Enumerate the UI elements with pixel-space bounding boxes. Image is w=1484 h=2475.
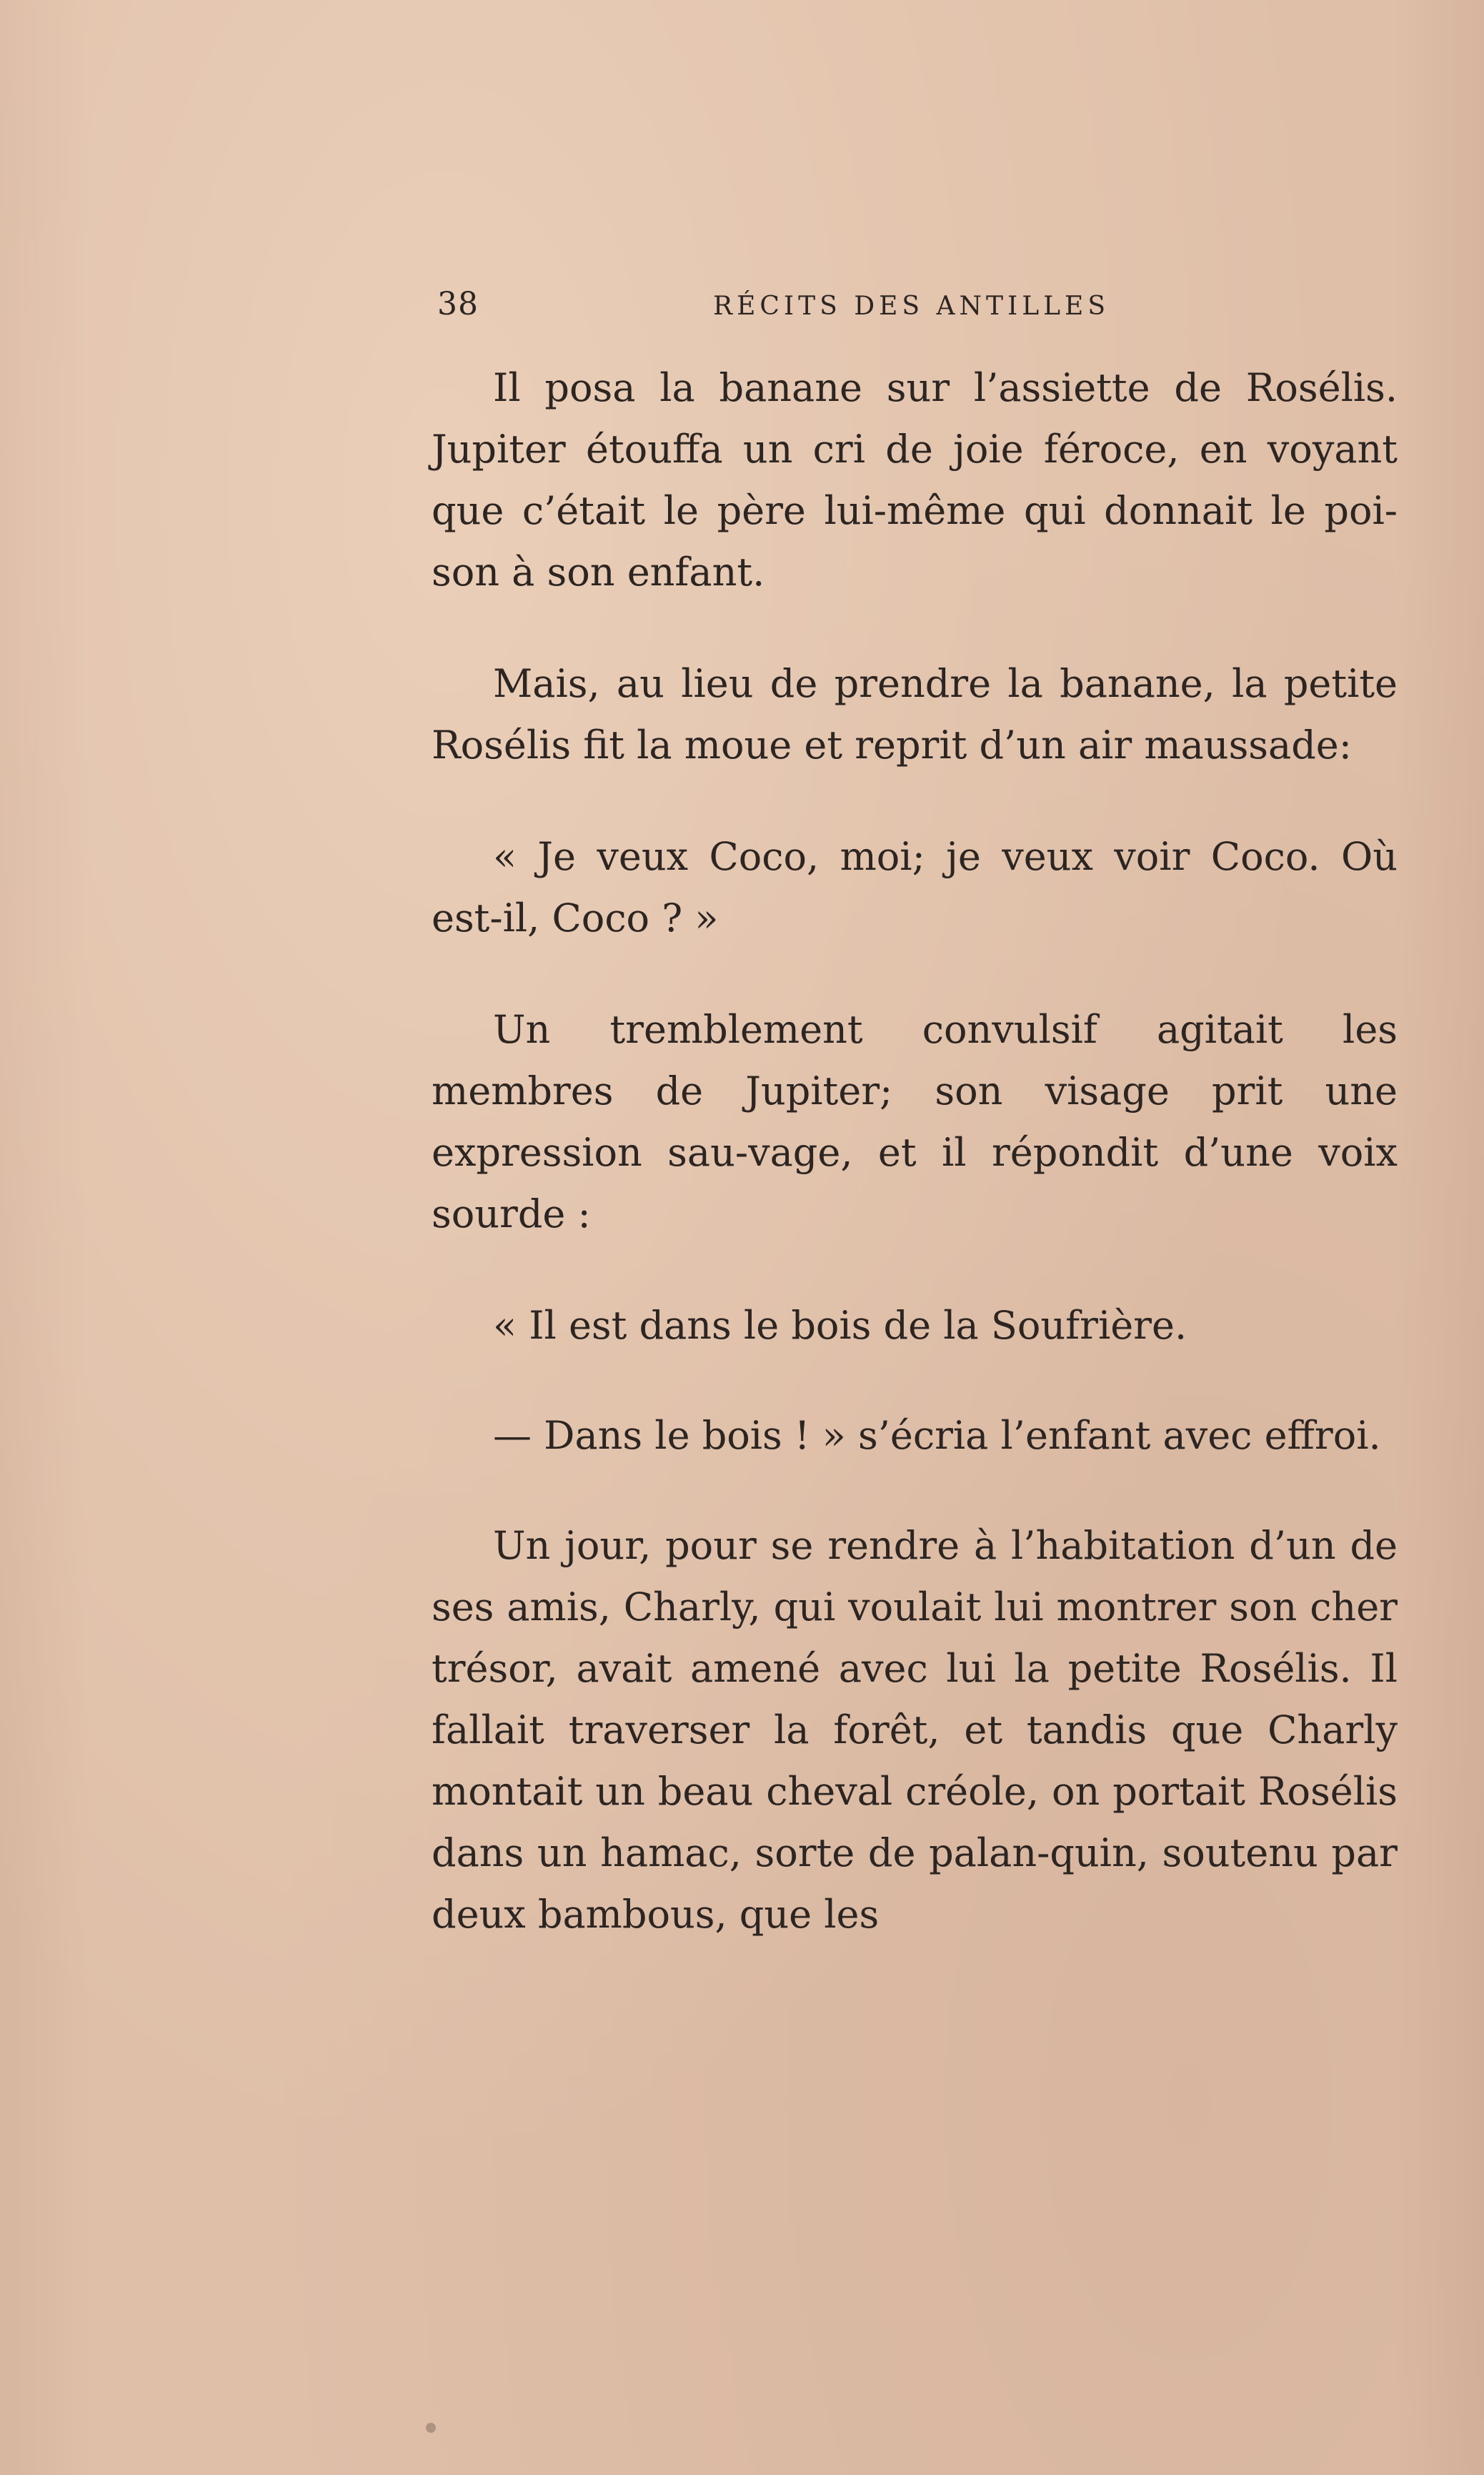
paragraph: « Il est dans le bois de la Soufrière. [493,1303,1187,1348]
paragraph: — Dans le bois ! » s’écria l’enfant avec effroi. [493,1413,1381,1458]
running-title: RÉCITS DES ANTILLES [713,292,1110,321]
page-header [437,286,1123,336]
paragraph: « Je veux Coco, moi; je veux voir Coco. Où est-il, Coco ? » [432,834,1398,941]
paragraph: Mais, au lieu de prendre la banane, la petite Rosélis fit la moue et reprit d’un air maussade: [432,661,1398,768]
body-text [432,357,1398,1995]
ink-smudge [426,2423,436,2433]
paragraph: Il posa la banane sur l’assiette de Rosélis. Jupiter étouffa un cri de joie féroce, en voyant que c’était le père lui-même qui donnait le poi-son à son enfant. [432,365,1398,595]
paragraph: Un tremblement convulsif agitait les membres de Jupiter; son visage prit une expression sau-vage, et il répondit d’une voix sourde : [432,1007,1398,1236]
page-number: 38 [437,286,479,322]
paragraph: Un jour, pour se rendre à l’habitation d’un de ses amis, Charly, qui voulait lui montrer son cher trésor, avait amené avec lui la petite Rosélis. Il fallait traverser la forêt, et tandis que Charly montait un beau cheval créole, on portait Rosélis dans un hamac, sorte de palan-quin, soutenu par deux bambous, que les [432,1523,1398,1937]
